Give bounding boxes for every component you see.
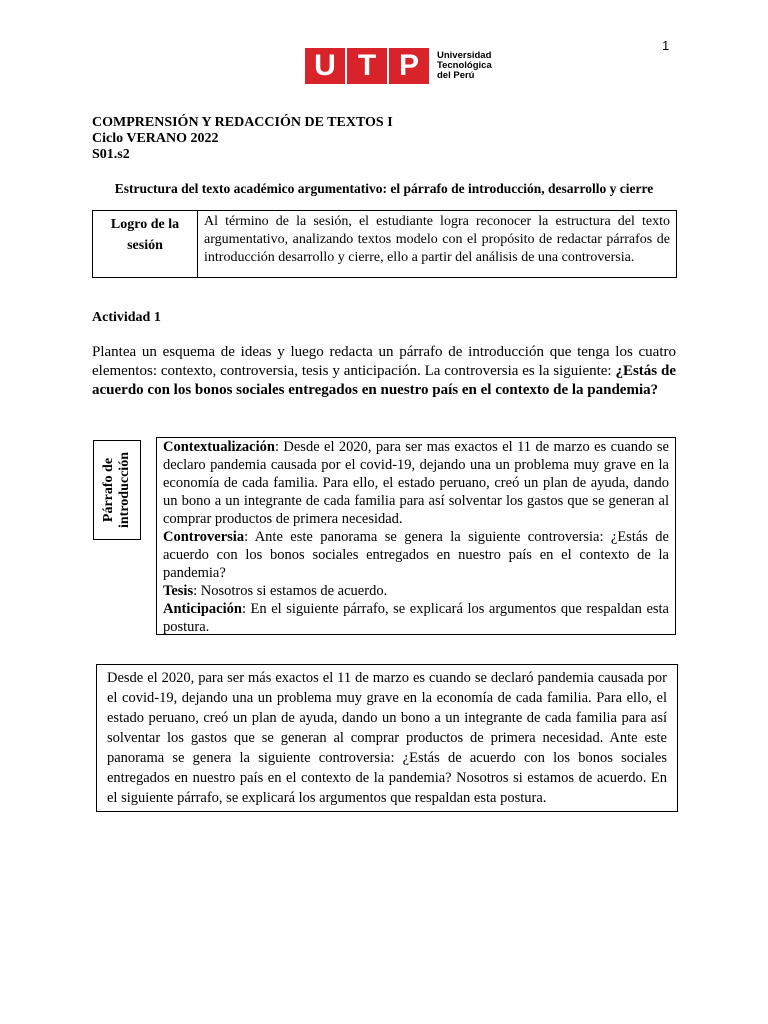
learning-goal-label-line: Logro de la (110, 217, 180, 232)
logo-letter-u: U (305, 48, 345, 84)
anticipation-text: : En el siguiente párrafo, se explicará los argumentos que respaldan esta postura. (163, 601, 669, 635)
controversy-label: Controversia (163, 529, 245, 545)
activity-title: Actividad 1 (92, 310, 161, 325)
instructions-text: Plantea un esquema de ideas y luego redacta un párrafo de introducción que tenga los cuatro elementos: contexto, controversia, tesis y anticipación. La controversia es la siguiente: (92, 344, 676, 379)
context-label: Contextualización (163, 439, 275, 455)
controversy-question: ¿Estás de acuerdo con los bonos sociales entregados en nuestro país en el contexto de la pandemia? (92, 363, 676, 398)
logo-institution-name (437, 51, 492, 81)
logo-text-line: Tecnológica (437, 60, 492, 71)
ideas-schema-box (156, 437, 676, 635)
logo-text-line: del Perú (437, 70, 475, 81)
course-title: COMPRENSIÓN Y REDACCIÓN DE TEXTOS I (92, 115, 393, 130)
anticipation-label: Anticipación (163, 601, 242, 617)
side-label-text (101, 452, 133, 528)
context-text: : Desde el 2020, para ser mas exactos el 11 de marzo es cuando se declaro pandemia causada por el covid-19, dejando una un problema muy grave en la economía de cada familia. Para ello, el estado peruano, creó un plan de ayuda, dando un bono a un integrante de cada familia para así solventar los gastos que se generan al comprar productos de primera necesidad. (163, 439, 669, 527)
logo-text-line: Universidad (437, 50, 492, 61)
logo-letter-t: T (347, 48, 387, 84)
course-header (92, 115, 393, 163)
logo-letter-p: P (389, 48, 429, 84)
thesis-label: Tesis (163, 583, 194, 599)
thesis-text: : Nosotros si estamos de acuerdo. (193, 583, 388, 599)
document-subtitle: Estructura del texto académico argumentativo: el párrafo de introducción, desarrollo y cierre (114, 181, 654, 196)
intro-paragraph-side-label (93, 440, 141, 540)
activity-instructions (92, 343, 676, 400)
learning-goal-label (93, 211, 198, 277)
learning-goal-label-line: sesión (127, 238, 163, 253)
course-session: S01.s2 (92, 147, 130, 162)
schema-anticipation (163, 600, 669, 636)
introduction-paragraph-box: Desde el 2020, para ser más exactos el 11 de marzo es cuando se declaró pandemia causada por el covid-19, dejando una un problema muy grave en la economía de cada familia. Para ello, el estado peruano, creó un plan de ayuda, dando un bono a un integrante de cada familia para así solventar los gastos que se generan al comprar productos de primera necesidad. Ante este panorama se genera la siguiente controversia: ¿Estás de acuerdo con los bonos sociales entregados en nuestro país en el contexto de la pandemia? Nosotros si estamos de acuerdo. En el siguiente párrafo, se explicará los argumentos que respaldan esta postura. (96, 664, 678, 812)
side-label-line: Párrafo de (101, 457, 117, 523)
learning-goal-table (92, 210, 677, 278)
page-number: 1 (662, 38, 670, 53)
utp-logo (305, 48, 492, 84)
side-label-line: introducción (117, 452, 133, 528)
schema-controversy (163, 528, 669, 582)
learning-goal-text: Al término de la sesión, el estudiante logra reconocer la estructura del texto argumentativo, analizando textos modelo con el propósito de redactar párrafos de introducción desarrollo y cierre, ello a partir del análisis de una controversia. (204, 214, 670, 265)
course-cycle: Ciclo VERANO 2022 (92, 131, 219, 146)
schema-context (163, 438, 669, 528)
schema-thesis (163, 582, 669, 600)
controversy-text: : Ante este panorama se genera la siguiente controversia: ¿Estás de acuerdo con los bonos sociales entregados en nuestro país en el contexto de la pandemia? (163, 529, 669, 581)
